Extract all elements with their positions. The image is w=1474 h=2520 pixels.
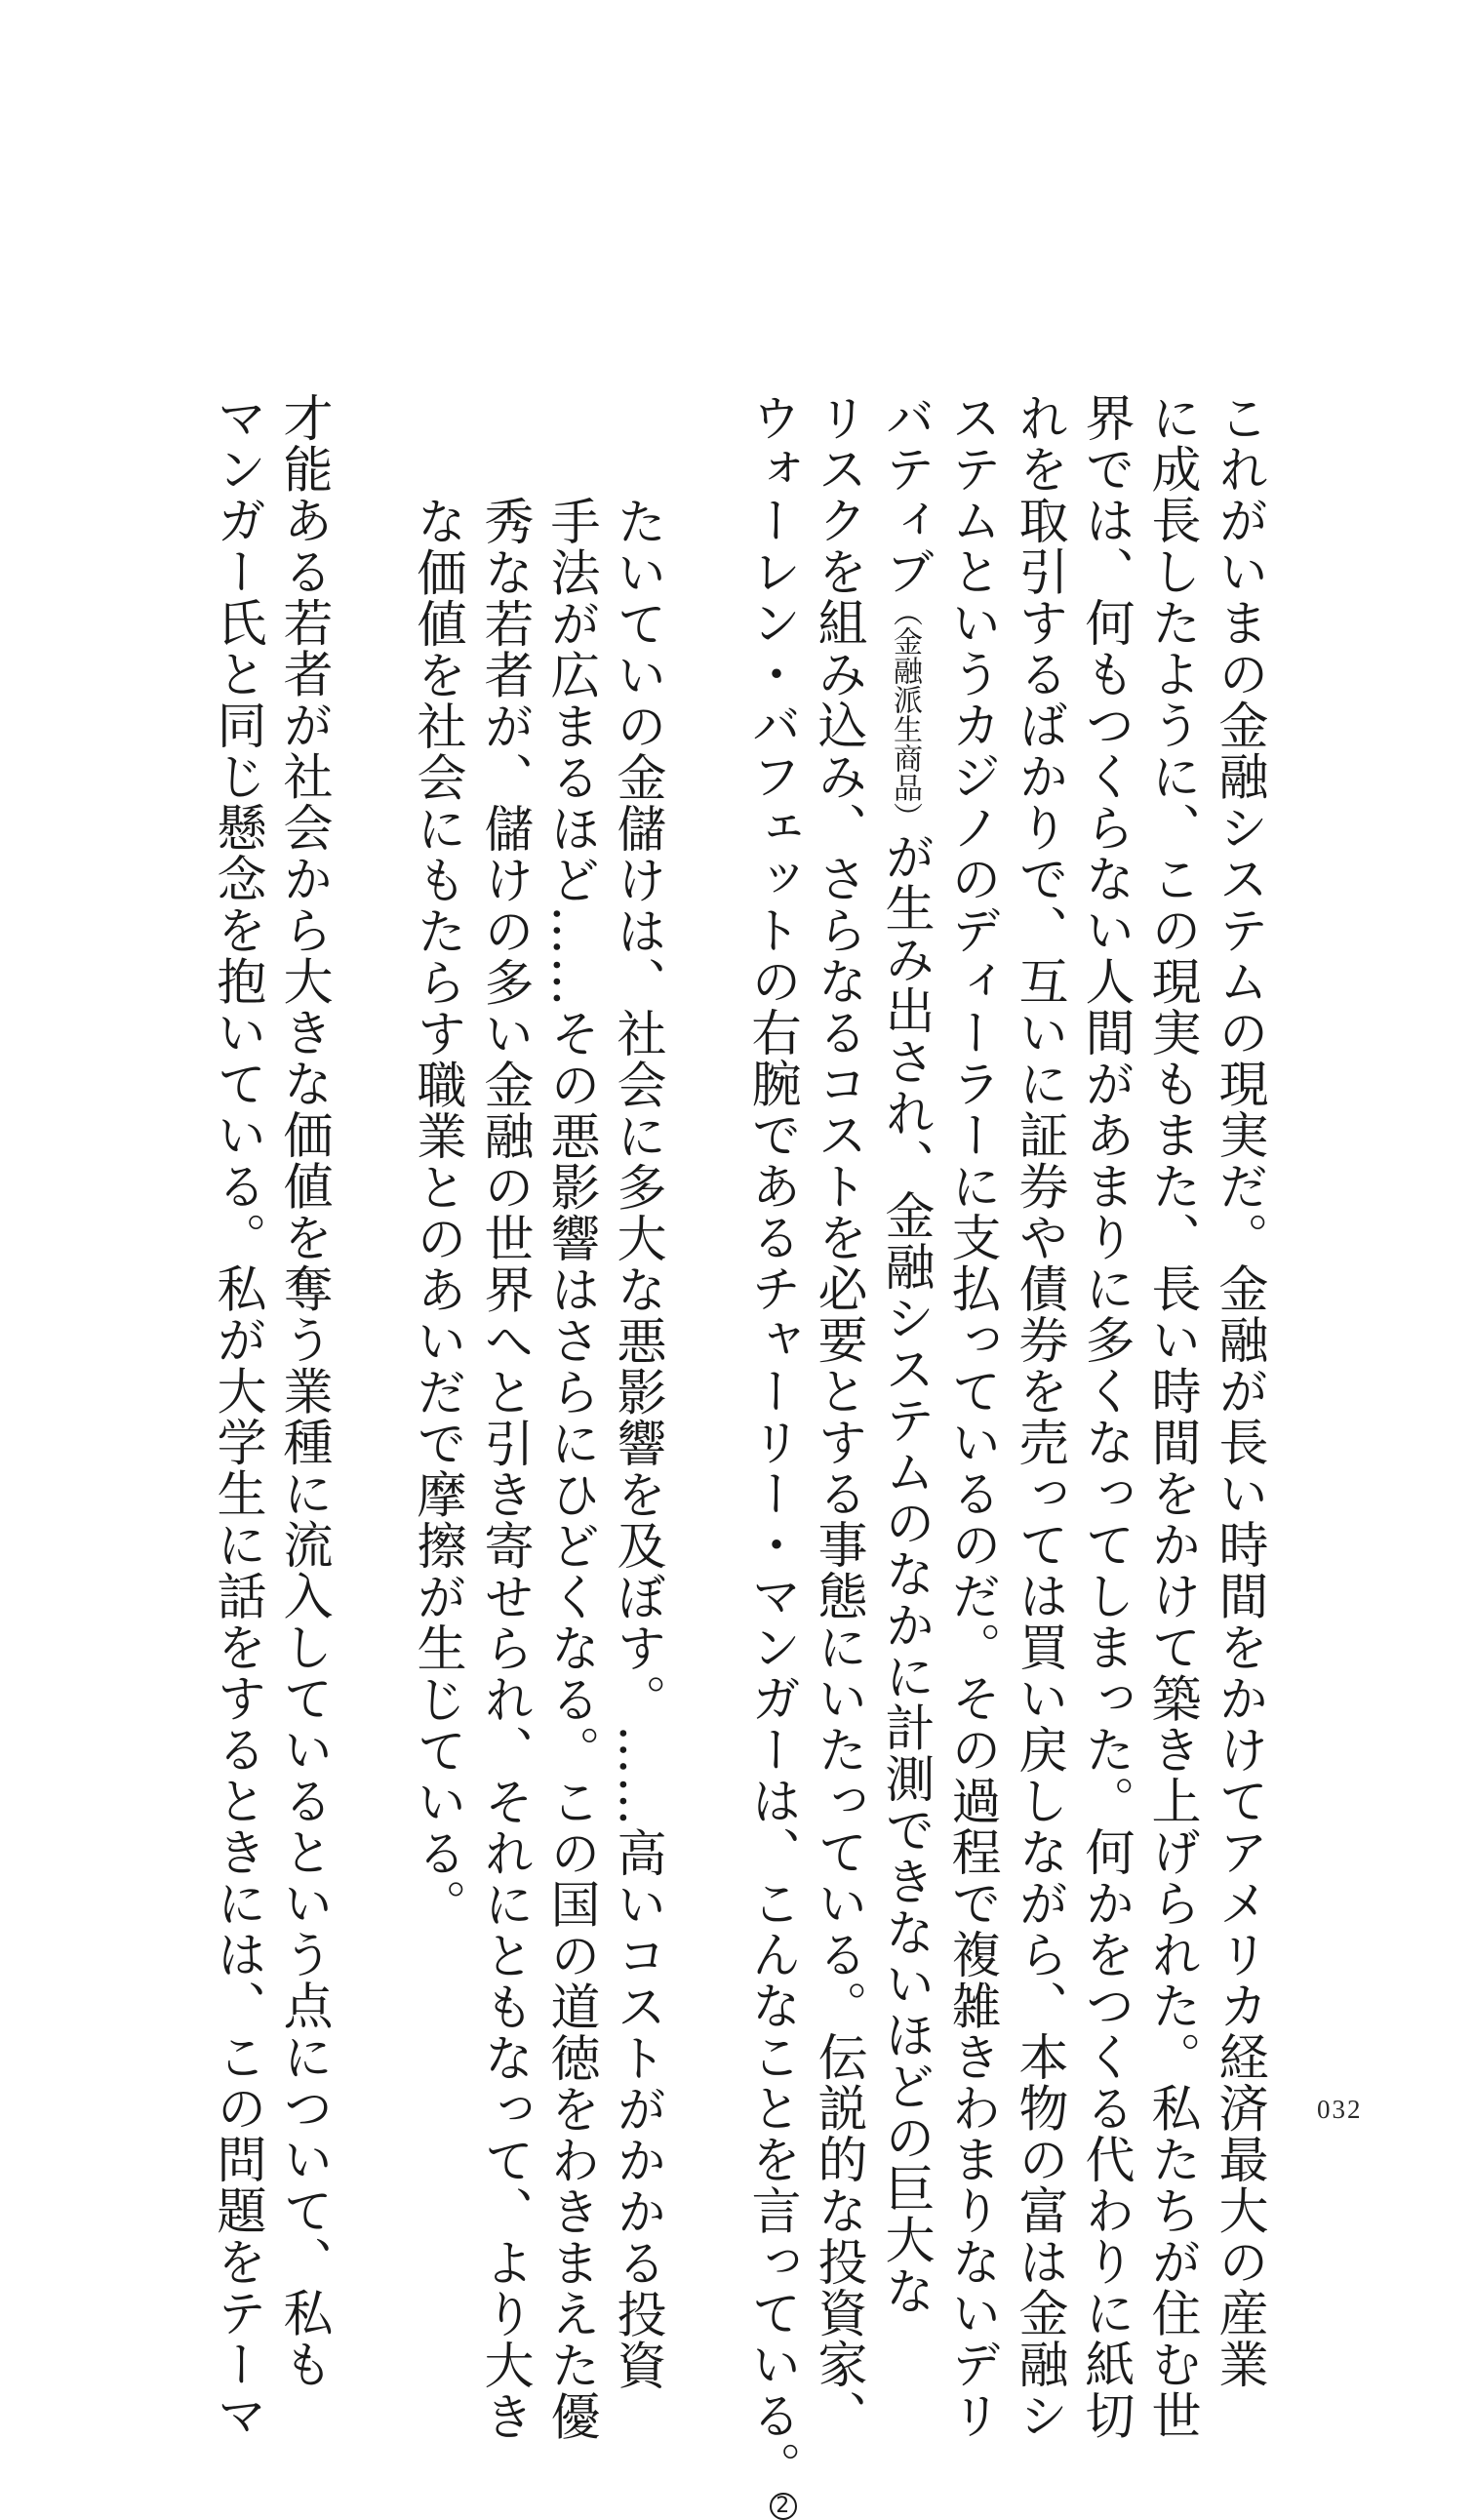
text-column: れを取引するばかりで、互いに証券や債券を売っては買い戻しながら、本物の富は金融シ	[1010, 392, 1067, 2441]
text-column: これがいまの金融システムの現実だ。金融が長い時間をかけてアメリカ経済最大の産業	[1210, 392, 1267, 2390]
quote-column: 秀な若者が、儲けの多い金融の世界へと引き寄せられ、それにともなって、より大き	[475, 496, 533, 2442]
text-fragment: バティブ	[876, 392, 934, 597]
text-column: ステムというカジノのディーラーに支払っているのだ。その過程で複雑きわまりないデリ	[942, 392, 1000, 2441]
text-column: リスクを組み込み、さらなるコストを必要とする事態にいたっている。伝説的な投資家、	[809, 392, 866, 2441]
text-fragment: が生み出され、金融システムのなかに計測できないほどの巨大な	[876, 831, 934, 2317]
quote-column: たいていの金儲けは、社会に多大な悪影響を及ぼす。……高いコストがかかる投資	[608, 496, 665, 2391]
page-number: 032	[1317, 2095, 1363, 2124]
text-column	[743, 392, 798, 2520]
footnote-reference-mark: 2	[770, 2493, 797, 2520]
text-column	[877, 392, 932, 2317]
quote-column: 手法が広まるほど……その悪影響はさらにひどくなる。この国の道徳をわきまえた優	[541, 496, 599, 2442]
text-column: に成長したように、この現実もまた、長い時間をかけて築き上げられた。私たちが住む世	[1142, 392, 1200, 2441]
text-column: マンガー氏と同じ懸念を抱いている。私が大学生に話をするときには、この問題をテーマ	[208, 392, 265, 2441]
quote-column: な価値を社会にもたらす職業とのあいだで摩擦が生じている。	[408, 496, 465, 1930]
text-column: 才能ある若者が社会から大きな価値を奪う業種に流入しているという点について、私も	[274, 392, 332, 2390]
text-fragment: ウォーレン・バフェットの右腕であるチャーリー・マンガーは、こんなことを言っている。	[742, 392, 800, 2493]
annotation-note: （金融派生商品）	[888, 597, 922, 831]
text-column: 界では、何もつくらない人間があまりに多くなってしまった。何かをつくる代わりに紙切	[1076, 392, 1134, 2441]
